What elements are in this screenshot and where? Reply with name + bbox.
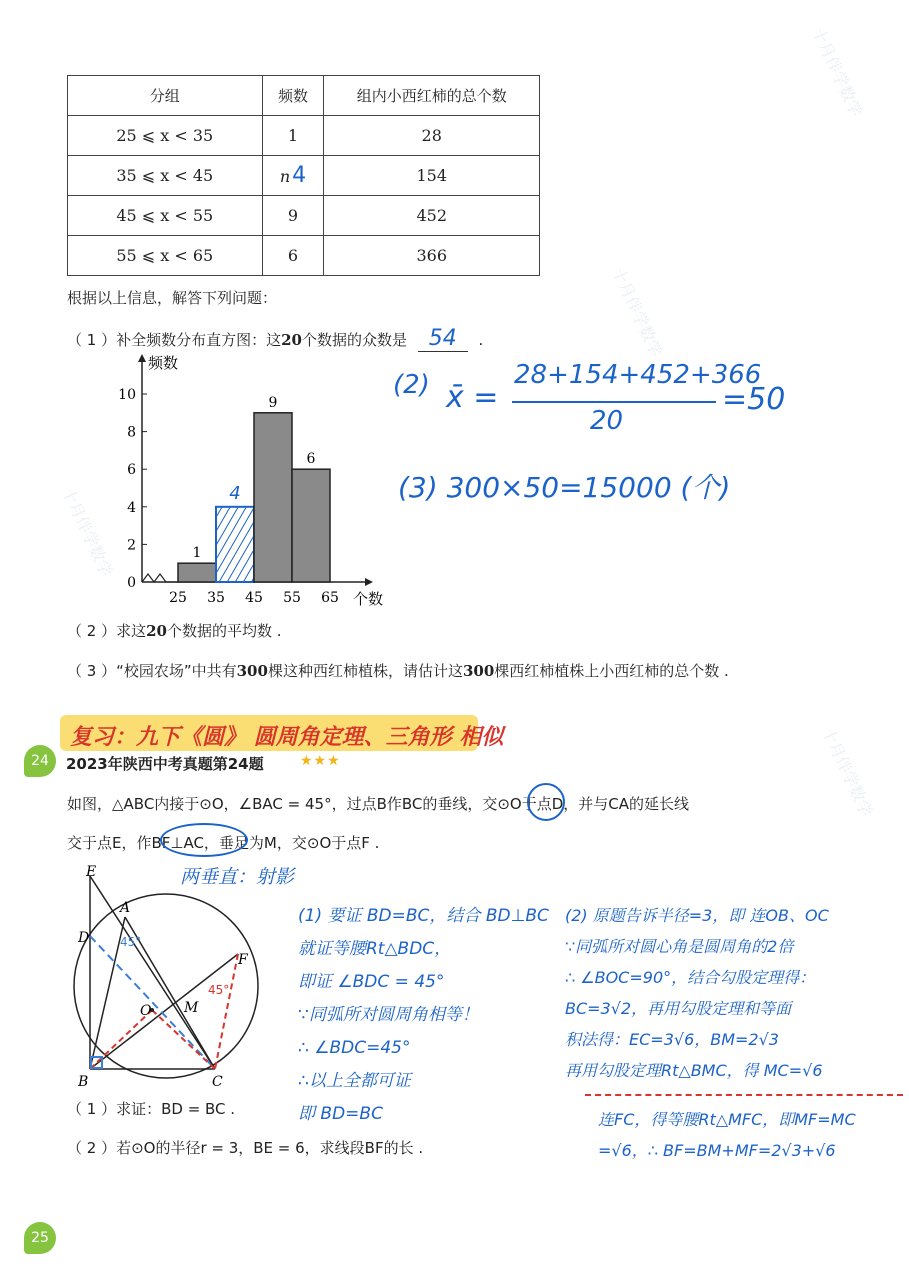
hand-xbar: x̄ = <box>446 380 499 415</box>
table-row <box>68 236 540 276</box>
proof-1-line: 就证等腰Rt△BDC， <box>298 939 452 959</box>
x-tick-label: 65 <box>321 590 339 606</box>
q1-handwritten-answer: 54 <box>428 326 457 351</box>
sub-question-2: （ 2 ）若⊙O的半径r = 3，BE = 6，求线段BF的长 . <box>67 1139 424 1157</box>
label-a: A <box>120 900 131 916</box>
table-header: 分组 <box>68 76 263 116</box>
q2-number: 20 <box>146 622 167 640</box>
fraction-bar <box>512 401 716 403</box>
y-tick-label: 0 <box>127 575 136 591</box>
label-b: B <box>78 1074 89 1090</box>
question-1 <box>67 326 483 352</box>
hand-numerator: 28+154+452+366 <box>514 360 762 390</box>
q2-suffix: 个数据的平均数 . <box>166 622 282 640</box>
watermark: 十月伴学数学 <box>58 484 117 580</box>
dashed-divider <box>585 1094 903 1096</box>
problem-title: 2023年陕西中考真题第24题 <box>66 755 264 773</box>
table-cell-count: 1 <box>262 116 324 156</box>
table-row <box>68 116 540 156</box>
axis-break <box>142 574 178 582</box>
table-row <box>68 196 540 236</box>
x-tick-label: 25 <box>169 590 187 606</box>
y-tick-label: 2 <box>127 537 136 554</box>
proof-2-line: ∵同弧所对圆心角是圆周角的2倍 <box>565 937 794 956</box>
label-d: D <box>78 930 90 946</box>
table-cell-total: 452 <box>324 196 540 236</box>
watermark: 十月伴学数学 <box>818 724 877 820</box>
watermark: 十月伴学数学 <box>608 264 667 360</box>
bar-label: 9 <box>268 394 278 411</box>
y-tick-label: 10 <box>118 387 136 403</box>
table-cell-group: 35 ⩽ x < 45 <box>68 156 263 196</box>
proof-2-line: (2) 原题告诉半径=3，即 连OB、OC <box>565 906 829 925</box>
hand-q2-label: (2) <box>393 370 430 400</box>
problem-line-1: 如图，△ABC内接于⊙O，∠BAC = 45°，过点B作BC的垂线，交⊙O于点D，并与CA的延长线 <box>67 795 690 813</box>
x-tick-label: 45 <box>245 590 263 606</box>
y-tick-label: 6 <box>127 462 136 479</box>
hand-ellipse-mark <box>160 823 248 857</box>
intro-text: 根据以上信息，解答下列问题： <box>67 289 278 307</box>
review-note: 复习：九下《圆》 圆周角定理、三角形 相似 <box>70 725 504 750</box>
hand-denominator: 20 <box>590 406 624 436</box>
handwritten-count: 4 <box>292 163 307 188</box>
label-m: M <box>184 1000 199 1016</box>
line-fc <box>215 954 238 1069</box>
q1-prefix: （ 1 ）补全频数分布直方图：这 <box>67 331 282 349</box>
y-axis-arrow <box>138 354 146 362</box>
y-tick-label: 4 <box>127 499 136 516</box>
bar-label: 6 <box>306 451 316 468</box>
histogram <box>110 350 400 615</box>
line-oc <box>152 1010 215 1069</box>
x-tick-label: 35 <box>207 590 225 606</box>
proof-1-line: ∴以上全都可证 <box>298 1071 411 1091</box>
table-header-row <box>68 76 540 116</box>
proof-1-block <box>298 900 549 1131</box>
question-2 <box>67 620 282 641</box>
table-cell-group: 55 ⩽ x < 65 <box>68 236 263 276</box>
q1-end: . <box>478 331 484 349</box>
table-cell-total: 28 <box>324 116 540 156</box>
q3-number: 300 <box>462 662 495 680</box>
table-header: 组内小西红柿的总个数 <box>324 76 540 116</box>
count-variable: n <box>279 167 291 186</box>
table-cell-group: 45 ⩽ x < 55 <box>68 196 263 236</box>
difficulty-stars: ★★★ <box>300 753 341 769</box>
proof-1-line: ∵同弧所对圆周角相等！ <box>298 1005 479 1025</box>
x-tick-label: 55 <box>283 590 301 606</box>
label-c: C <box>212 1074 223 1090</box>
bar-label: 1 <box>192 545 202 562</box>
bar-label: 4 <box>229 482 241 504</box>
proof-1-line: 即 BD=BC <box>298 1104 383 1124</box>
q3-number: 300 <box>236 662 268 680</box>
proof-2-block <box>565 900 829 1086</box>
frequency-table <box>67 75 540 276</box>
table-row <box>68 156 540 196</box>
histogram-bar <box>178 563 216 582</box>
hand-result: =50 <box>722 382 786 417</box>
proof-2-line: ∴ ∠BOC=90°，结合勾股定理得： <box>565 968 816 987</box>
table-cell-count: 6 <box>262 236 324 276</box>
x-axis-label: 个数 <box>353 590 384 608</box>
label-angle-f: 45° <box>208 983 230 997</box>
histogram-bar <box>254 413 292 582</box>
q1-suffix: 个数据的众数是 <box>301 331 407 349</box>
line-ec <box>90 876 215 1069</box>
proof-1-line: 即证 ∠BDC = 45° <box>298 972 445 992</box>
q3-prefix: （ 3 ）“校园农场”中共有 <box>67 662 237 680</box>
hand-circle-mark <box>527 783 565 821</box>
watermark: 十月伴学数学 <box>808 24 867 120</box>
histogram-bar <box>292 469 330 582</box>
hand-q3-line: (3) 300×50=15000 (个) <box>398 471 731 504</box>
q1-blank <box>418 326 468 352</box>
q2-prefix: （ 2 ）求这 <box>67 622 147 640</box>
table-header: 频数 <box>262 76 324 116</box>
label-e: E <box>86 864 97 880</box>
label-o: O <box>140 1003 152 1019</box>
table-cell-total: 154 <box>324 156 540 196</box>
label-f: F <box>238 952 248 968</box>
q3-middle: 棵这种西红柿植株，请估计这 <box>267 662 463 680</box>
proof-2-line: 积法得：EC=3√6，BM=2√3 <box>565 1030 779 1049</box>
proof-2-line: =√6，∴ BF=BM+MF=2√3+√6 <box>598 1141 836 1160</box>
table-cell-group: 25 ⩽ x < 35 <box>68 116 263 156</box>
histogram-bar-hand <box>216 507 254 582</box>
proof-1-line: ∴ ∠BDC=45° <box>298 1038 411 1058</box>
q3-suffix: 棵西红柿植株上小西红柿的总个数 . <box>494 662 729 680</box>
page-badge: 24 <box>24 745 56 777</box>
proof-2-line: BC=3√2，再用勾股定理和等面 <box>565 999 792 1018</box>
page-badge: 25 <box>24 1222 56 1254</box>
y-tick-label: 8 <box>127 424 136 441</box>
geometry-diagram <box>60 862 265 1090</box>
proof-2-line: 再用勾股定理Rt△BMC，得 MC=√6 <box>565 1061 823 1080</box>
proof-2-line: 连FC，得等腰Rt△MFC，即MF=MC <box>598 1110 856 1129</box>
problem-line-2: 交于点E，作BF⊥AC，垂足为M，交⊙O于点F . <box>67 834 380 852</box>
table-cell-count: 9 <box>262 196 324 236</box>
q1-number: 20 <box>281 331 302 349</box>
y-axis-label: 频数 <box>148 354 179 372</box>
proof-1-line: (1) 要证 BD=BC，结合 BD⊥BC <box>298 906 549 926</box>
table-cell-count <box>262 156 324 196</box>
x-axis-arrow <box>365 578 373 586</box>
table-cell-total: 366 <box>324 236 540 276</box>
hand-annotation: 两垂直：射影 <box>180 866 295 888</box>
question-3 <box>67 660 729 681</box>
proof-2-continued <box>598 1104 856 1166</box>
sub-question-1: （ 1 ）求证：BD = BC . <box>67 1100 236 1118</box>
label-angle-a: 45° <box>120 935 142 949</box>
